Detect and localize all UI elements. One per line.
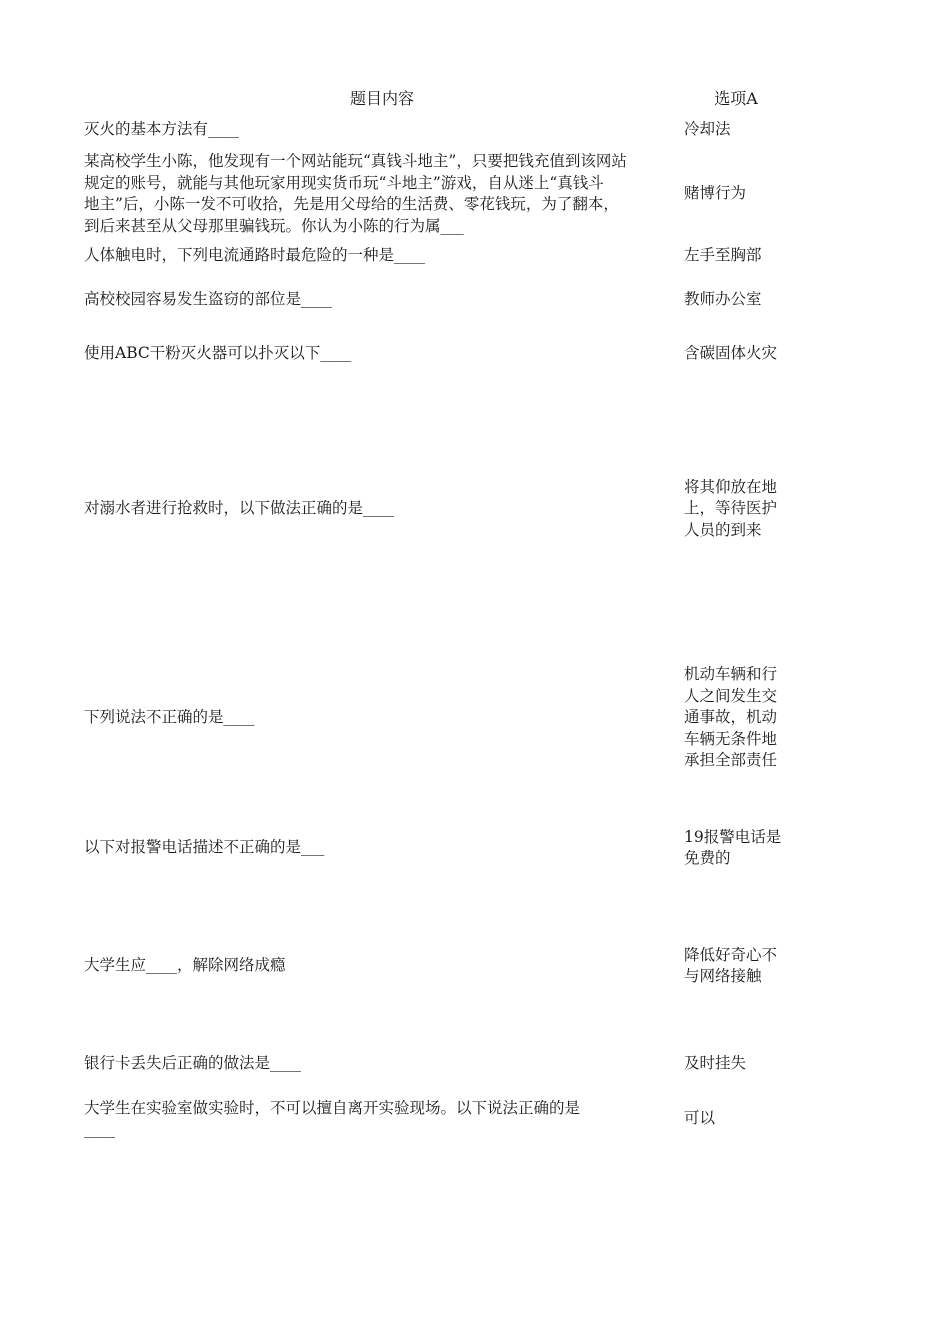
- table-row: [84, 288, 794, 312]
- table-row: [84, 342, 794, 366]
- question-cell: 人体触电时，下列电流通路时最危险的一种是____: [84, 246, 426, 265]
- table-row: [84, 118, 794, 142]
- column-header-question: 题目内容: [349, 89, 414, 108]
- table-row: [84, 826, 794, 870]
- table-row: [84, 244, 794, 268]
- option-a-cell: 冷却法: [684, 120, 731, 139]
- option-a-cell: 及时挂失: [684, 1054, 747, 1073]
- table-row: [84, 476, 794, 542]
- option-a-cell: 教师办公室: [684, 290, 762, 309]
- question-cell: 银行卡丢失后正确的做法是____: [84, 1054, 302, 1073]
- option-a-cell: 将其仰放在地 上，等待医护 人员的到来: [684, 477, 778, 539]
- option-a-cell: 左手至胸部: [684, 246, 762, 265]
- option-a-cell: 可以: [684, 1109, 716, 1128]
- option-a-cell: 机动车辆和行 人之间发生交 通事故，机动 车辆无条件地 承担全部责任: [684, 665, 778, 770]
- question-cell: 高校校园容易发生盗窃的部位是____: [84, 290, 333, 309]
- option-a-cell: 19报警电话是 免费的: [684, 827, 782, 867]
- option-a-cell: 降低好奇心不 与网络接触: [684, 945, 778, 985]
- table-row: [84, 944, 794, 988]
- option-a-cell: 含碳固体火灾: [684, 344, 778, 363]
- question-cell: 灭火的基本方法有____: [84, 120, 240, 139]
- option-a-cell: 赌博行为: [684, 184, 747, 203]
- table-row: [84, 1096, 794, 1142]
- table-row: [84, 150, 794, 238]
- question-cell: 下列说法不正确的是____: [84, 708, 255, 727]
- question-cell: 使用ABC干粉灭火器可以扑灭以下____: [84, 344, 352, 363]
- question-cell: 大学生在实验室做实验时，不可以擅自离开实验现场。以下说法正确的是 ____: [84, 1098, 581, 1138]
- column-header-option-a: 选项A: [714, 89, 758, 108]
- table-row: [84, 664, 794, 772]
- question-cell: 对溺水者进行抢救时，以下做法正确的是____: [84, 499, 395, 518]
- question-cell: 某高校学生小陈，他发现有一个网站能玩“真钱斗地主”，只要把钱充值到该网站 规定的账号，就能与其他玩家用现实货币玩“斗地主”游戏，自从迷上“真钱斗 地主”后，小陈一发不可收拾，先是用父母给的生活费、零花钱玩，为了翻本， 到后来甚至从父母那里骗钱玩。你认为小陈的行为属___: [84, 152, 627, 235]
- question-cell: 大学生应____，解除网络成瘾: [84, 956, 286, 975]
- question-cell: 以下对报警电话描述不正确的是___: [84, 838, 325, 857]
- table-row: [84, 1052, 794, 1076]
